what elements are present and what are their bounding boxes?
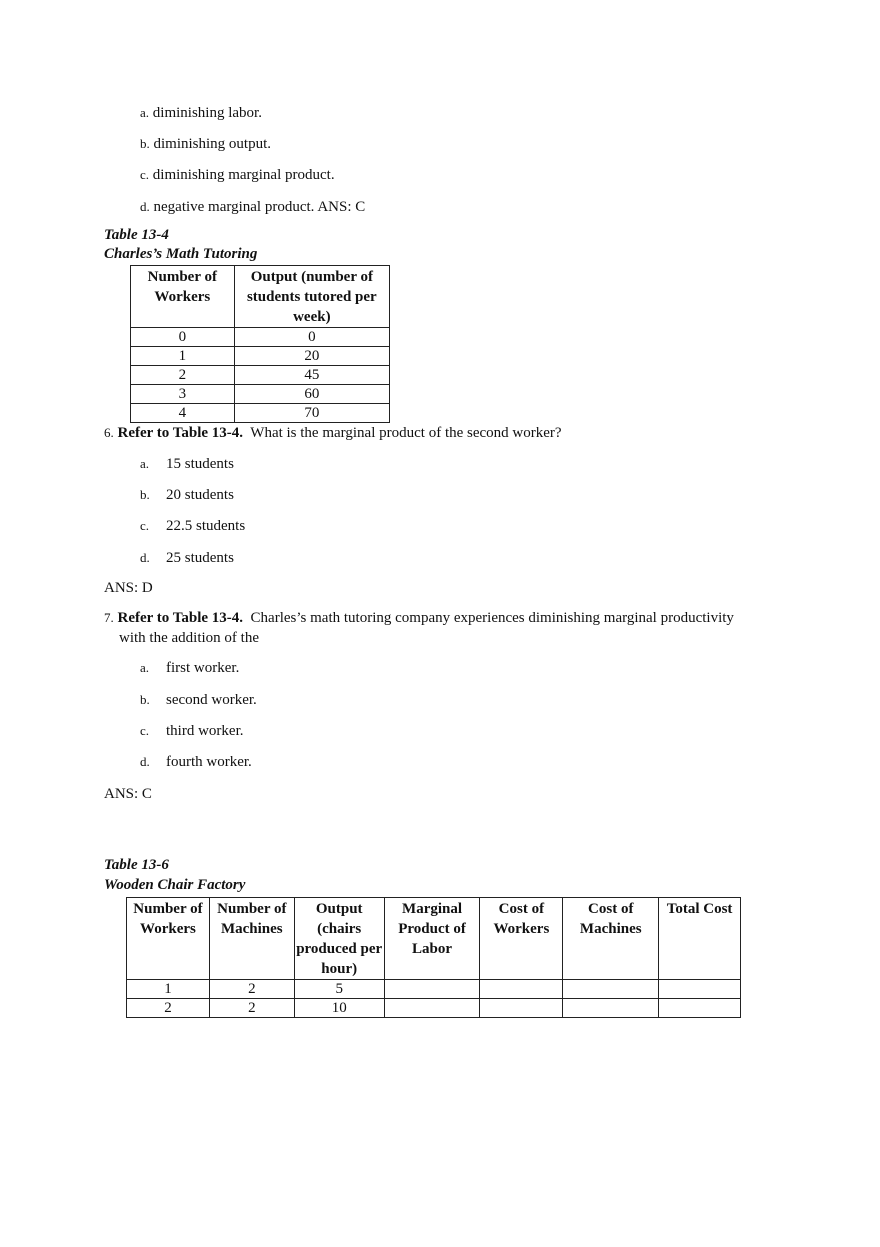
table6-header-cost-machines: Cost of Machines (563, 898, 659, 980)
q6-option-a: a. 15 students (140, 456, 234, 472)
table6-header-cost-workers: Cost of Workers (480, 898, 563, 980)
q6-option-b: b. 20 students (140, 487, 234, 503)
q7-option-c: c. third worker. (140, 723, 244, 739)
q5-option-c: c. diminishing marginal product. (140, 167, 335, 183)
q7-stem: 7. Refer to Table 13-4. Charles’s math tutoring company experiences diminishing marginal productivity (104, 610, 734, 626)
table6-header-total-cost: Total Cost (659, 898, 741, 980)
q5-option-a: a. diminishing labor. (140, 105, 262, 121)
table4 (130, 265, 390, 423)
table-row: 3 60 (131, 385, 390, 404)
q7-stem-line2: with the addition of the (119, 630, 259, 646)
table-row: 4 70 (131, 404, 390, 423)
q7-answer: ANS: C (104, 786, 152, 802)
table6 (126, 897, 741, 1018)
q7-option-d: d. fourth worker. (140, 754, 252, 770)
table6-header-workers: Number of Workers (127, 898, 210, 980)
table6-label: Table 13-6 (104, 857, 169, 873)
table-row: 2 2 10 (127, 999, 741, 1018)
q5-option-d: d. negative marginal product. ANS: C (140, 199, 366, 215)
table4-title: Charles’s Math Tutoring (104, 246, 258, 262)
q6-stem: 6. Refer to Table 13-4. What is the marginal product of the second worker? (104, 425, 562, 441)
table-row: 1 20 (131, 347, 390, 366)
q7-option-b: b. second worker. (140, 692, 257, 708)
table6-header-mpl: Marginal Product of Labor (384, 898, 480, 980)
table4-header-output: Output (number of students tutored per week) (234, 266, 389, 328)
table-row: 0 0 (131, 328, 390, 347)
table-row: 1 2 5 (127, 980, 741, 999)
q6-answer: ANS: D (104, 580, 153, 596)
q5-option-b: b. diminishing output. (140, 136, 272, 152)
table6-header-output: Output (chairs produced per hour) (294, 898, 384, 980)
table6-header-machines: Number of Machines (209, 898, 294, 980)
q6-option-c: c. 22.5 students (140, 518, 246, 534)
table6-title: Wooden Chair Factory (104, 877, 246, 893)
table4-header-workers: Number of Workers (131, 266, 235, 328)
q6-option-d: d. 25 students (140, 550, 234, 566)
q7-option-a: a. first worker. (140, 660, 240, 676)
table-row: 2 45 (131, 366, 390, 385)
table4-label: Table 13-4 (104, 227, 169, 243)
